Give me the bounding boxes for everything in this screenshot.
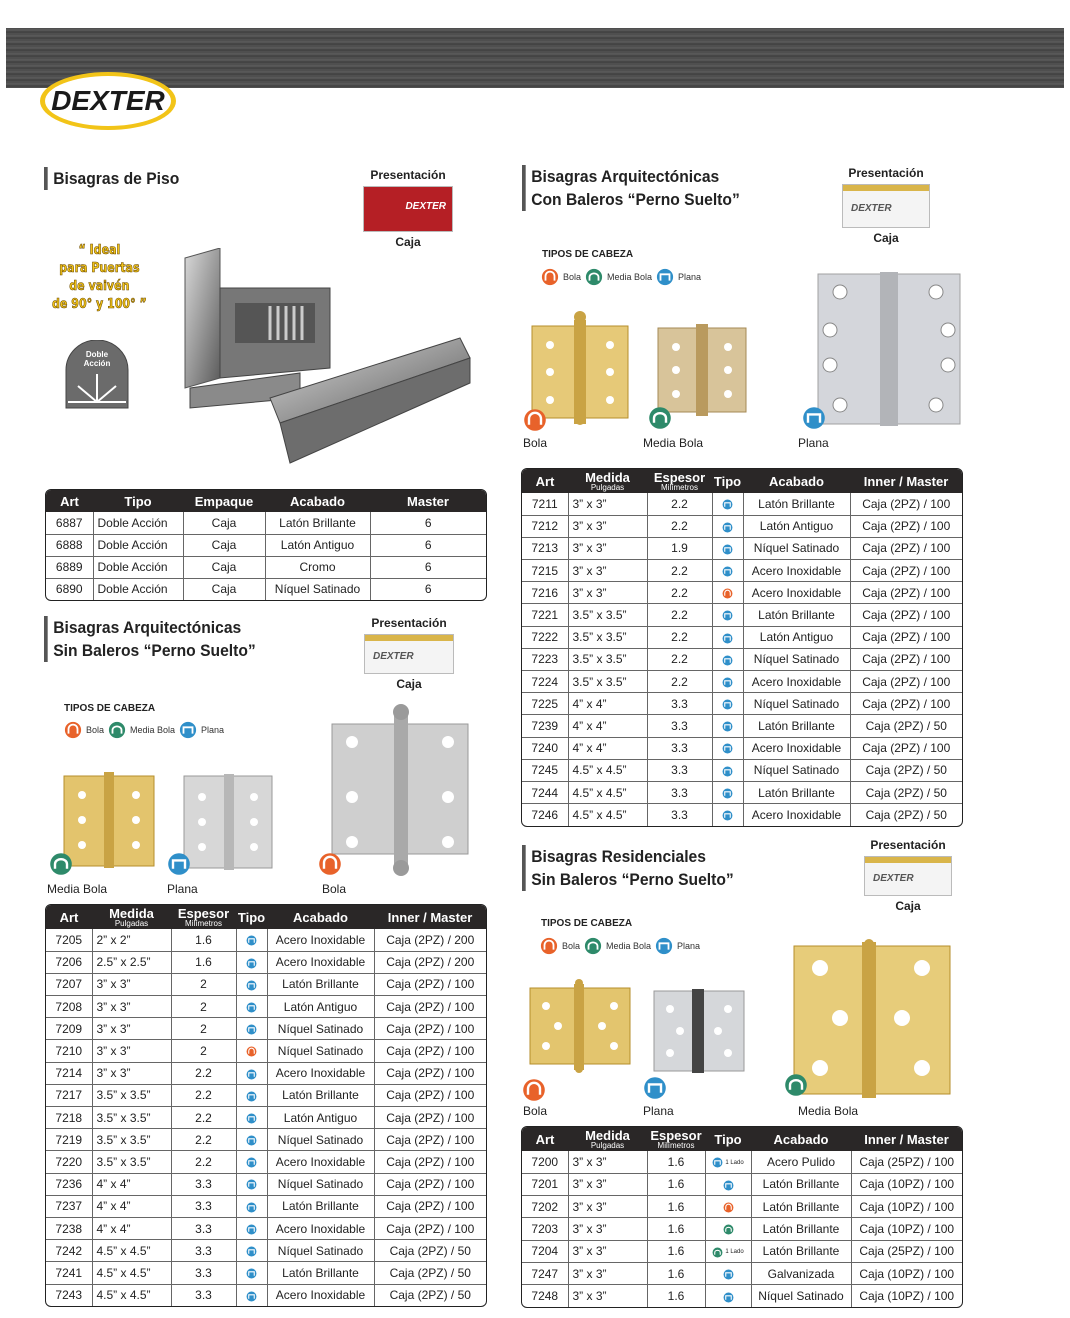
piso-title: Bisagras de Piso bbox=[44, 167, 179, 190]
table-row: 7219 3.5” x 3.5” 2.2 Níquel Satinado Caja (2PZ) / 100 bbox=[46, 1129, 486, 1151]
bola-hinge-image bbox=[528, 978, 632, 1074]
bola-icon bbox=[318, 852, 342, 876]
table-row: 7248 3” x 3” 1.6 Níquel Satinado Caja (10PZ) / 100 bbox=[522, 1285, 962, 1307]
table-row: 7211 3” x 3” 2.2 Latón Brillante Caja (2PZ) / 100 bbox=[522, 493, 962, 515]
table-row: 7214 3” x 3” 2.2 Acero Inoxidable Caja (2PZ) / 100 bbox=[46, 1062, 486, 1084]
bola-icon bbox=[541, 268, 559, 286]
bola-icon bbox=[723, 1202, 734, 1213]
media-bola-hinge-image bbox=[792, 938, 952, 1100]
tipo-cell bbox=[236, 1151, 267, 1173]
plana-icon bbox=[722, 721, 733, 732]
plana-icon bbox=[246, 1135, 257, 1146]
plana-icon bbox=[722, 699, 733, 710]
table-row: 7238 4” x 4” 3.3 Acero Inoxidable Caja (2PZ) / 100 bbox=[46, 1217, 486, 1239]
table-row: 7223 3.5” x 3.5” 2.2 Níquel Satinado Caja (2PZ) / 100 bbox=[522, 648, 962, 670]
tipo-cell bbox=[236, 1040, 267, 1062]
image-label: Plana bbox=[643, 1104, 674, 1118]
table-row: 6890 Doble Acción Caja Níquel Satinado 6 bbox=[46, 578, 486, 600]
media-bola-icon bbox=[49, 852, 73, 876]
plana-icon bbox=[722, 610, 733, 621]
tipo-cell bbox=[712, 626, 743, 648]
sin-baleros-presentation: Presentación DEXTER Caja bbox=[362, 616, 456, 691]
table-row: 7244 4.5” x 4.5” 3.3 Latón Brillante Caja (2PZ) / 50 bbox=[522, 781, 962, 803]
tipo-cell bbox=[705, 1151, 751, 1173]
tipos-legend: Bola Media Bola Plana bbox=[540, 937, 700, 955]
tipo-cell bbox=[712, 737, 743, 759]
tipo-note: 1 Lado bbox=[725, 1159, 744, 1166]
media-bola-hinge-image bbox=[656, 322, 748, 417]
residenciales-title: Bisagras Residenciales Sin Baleros “Perno Suelto” bbox=[522, 845, 734, 891]
tipo-cell bbox=[705, 1218, 751, 1240]
plana-icon bbox=[246, 1179, 257, 1190]
plana-hinge-image bbox=[652, 987, 746, 1075]
tipo-cell bbox=[712, 560, 743, 582]
box-image: DEXTER bbox=[864, 856, 952, 896]
image-label: Plana bbox=[167, 882, 198, 896]
table-row: 6889 Doble Acción Caja Cromo 6 bbox=[46, 556, 486, 578]
dexter-logo bbox=[38, 70, 178, 132]
plana-icon bbox=[723, 1180, 734, 1191]
tipo-cell bbox=[705, 1285, 751, 1307]
image-label: Bola bbox=[523, 1104, 548, 1118]
tipo-cell bbox=[712, 582, 743, 604]
table-row: 7206 2.5” x 2.5” 1.6 Acero Inoxidable Caja (2PZ) / 200 bbox=[46, 951, 486, 973]
plana-icon bbox=[246, 1291, 257, 1302]
svg-text:DEXTER: DEXTER bbox=[51, 85, 165, 116]
tipo-cell bbox=[236, 1262, 267, 1284]
table-row: 7237 4” x 4” 3.3 Latón Brillante Caja (2PZ) / 100 bbox=[46, 1195, 486, 1217]
media-bola-icon bbox=[784, 1073, 808, 1097]
image-label: Plana bbox=[798, 436, 829, 450]
table-row: 7246 4.5” x 4.5” 3.3 Acero Inoxidable Caja (2PZ) / 50 bbox=[522, 804, 962, 826]
plana-icon bbox=[655, 937, 673, 955]
svg-text:Acción: Acción bbox=[83, 359, 111, 368]
table-row: 7225 4” x 4” 3.3 Níquel Satinado Caja (2PZ) / 100 bbox=[522, 693, 962, 715]
con-baleros-title: Bisagras Arquitectónicas Con Baleros “Perno Suelto” bbox=[522, 165, 740, 211]
tipo-cell bbox=[236, 1240, 267, 1262]
plana-icon bbox=[722, 522, 733, 533]
residenciales-presentation: Presentación DEXTER Caja bbox=[862, 838, 954, 913]
image-label: Media Bola bbox=[643, 436, 704, 450]
plana-icon bbox=[246, 1202, 257, 1213]
plana-icon bbox=[246, 1113, 257, 1124]
tipo-cell bbox=[712, 671, 743, 693]
tipos-legend: Bola Media Bola Plana bbox=[64, 721, 224, 739]
tipo-cell bbox=[712, 493, 743, 515]
bola-icon bbox=[540, 937, 558, 955]
media-bola-icon bbox=[648, 406, 672, 430]
plana-icon bbox=[722, 499, 733, 510]
table-row: 7242 4.5” x 4.5” 3.3 Níquel Satinado Caja (2PZ) / 50 bbox=[46, 1240, 486, 1262]
bola-icon bbox=[64, 721, 82, 739]
tipo-cell bbox=[712, 537, 743, 559]
table-row: 7203 3” x 3” 1.6 Latón Brillante Caja (10PZ) / 100 bbox=[522, 1218, 962, 1240]
plana-icon bbox=[722, 810, 733, 821]
tipo-cell bbox=[236, 1129, 267, 1151]
floor-hinge-image bbox=[180, 248, 480, 478]
plana-icon bbox=[246, 980, 257, 991]
sin-baleros-table: Art Medida Pulgadas Espesor Milímetros Tipo Acabado Inner / Master 7205 2” x 2” 1.6 Acero Inoxidable Caja (2PZ) / 200 7206 2.5” x 2.5” 1.6 Acero Inoxidable Caja (2PZ) / 200 7207 3” x 3” 2 Latón Brillante Caja (2PZ) / 100 7208 3” x 3” 2 Latón Antiguo Caja (2PZ) / 100 7209 3” x 3” 2 Níquel Satinado Caja (2PZ) / 100 7210 3” x 3” 2 Níquel Satinado Caja (2PZ) / 100 7214 3” x 3” 2.2 Acero Inoxidable Caja (2PZ) / 100 7217 3.5” x 3.5” 2.2 Latón Brillante Caja (2PZ) / 100 7218 3.5” x 3.5” 2.2 Latón Antiguo Caja (2PZ) / 100 7219 3.5” x 3.5” 2.2 Níquel Satinado Caja (2PZ) / 100 7220 3.5” x 3.5” 2.2 Acero Inoxidable Caja (2PZ) / 100 7236 4” x 4” 3.3 Níquel Satinado Caja (2PZ) / 100 7237 4” x 4” 3.3 Latón Brillante Caja (2PZ) / 100 7238 4” x 4” 3.3 Acero Inoxidable Caja (2PZ) / 100 7242 4.5” x 4.5” 3.3 Níquel Satinado Caja (2PZ) / 50 7241 4.5” x 4.5” 3.3 Latón Brillante Caja (2PZ) / 50 7243 4.5” x 4.5” 3.3 Acero Inoxidable Caja (2PZ) / 50 bbox=[45, 904, 487, 1307]
tipo-cell bbox=[712, 759, 743, 781]
tipos-title: TIPOS DE CABEZA bbox=[64, 703, 156, 714]
plana-icon bbox=[246, 1224, 257, 1235]
table-row: 7243 4.5” x 4.5” 3.3 Acero Inoxidable Caja (2PZ) / 50 bbox=[46, 1284, 486, 1306]
tipo-cell bbox=[712, 804, 743, 826]
tipo-cell bbox=[712, 715, 743, 737]
svg-text:Doble: Doble bbox=[85, 350, 109, 359]
table-row: 7240 4” x 4” 3.3 Acero Inoxidable Caja (2PZ) / 100 bbox=[522, 737, 962, 759]
tipo-cell bbox=[705, 1173, 751, 1195]
table-row: 7210 3” x 3” 2 Níquel Satinado Caja (2PZ) / 100 bbox=[46, 1040, 486, 1062]
tipo-cell bbox=[236, 1173, 267, 1195]
tipo-cell bbox=[236, 1284, 267, 1306]
plana-icon bbox=[722, 743, 733, 754]
sin-baleros-title: Bisagras Arquitectónicas Sin Baleros “Perno Suelto” bbox=[44, 616, 256, 662]
image-label: Media Bola bbox=[47, 882, 108, 896]
table-row: 7205 2” x 2” 1.6 Acero Inoxidable Caja (2PZ) / 200 bbox=[46, 929, 486, 951]
tipo-cell bbox=[712, 781, 743, 803]
plana-icon bbox=[246, 1069, 257, 1080]
plana-icon bbox=[722, 766, 733, 777]
media-bola-hinge-image bbox=[62, 770, 156, 870]
tipo-cell bbox=[236, 1018, 267, 1040]
tipo-cell bbox=[236, 1084, 267, 1106]
plana-icon bbox=[246, 958, 257, 969]
table-row: 7200 3” x 3” 1.6 1 Lado Acero Pulido Caja (25PZ) / 100 bbox=[522, 1151, 962, 1173]
table-row: 7218 3.5” x 3.5” 2.2 Latón Antiguo Caja (2PZ) / 100 bbox=[46, 1107, 486, 1129]
tipo-cell bbox=[236, 1062, 267, 1084]
tipo-cell bbox=[236, 1195, 267, 1217]
plana-icon bbox=[246, 1246, 257, 1257]
box-image: DEXTER bbox=[364, 634, 454, 674]
table-row: 7222 3.5” x 3.5” 2.2 Latón Antiguo Caja (2PZ) / 100 bbox=[522, 626, 962, 648]
plana-icon bbox=[246, 1157, 257, 1168]
presentation-caption: Caja bbox=[395, 235, 421, 249]
table-row: 7207 3” x 3” 2 Latón Brillante Caja (2PZ) / 100 bbox=[46, 973, 486, 995]
bola-icon bbox=[246, 1046, 257, 1057]
box-image: DEXTER bbox=[363, 186, 453, 232]
plana-icon bbox=[246, 1268, 257, 1279]
residenciales-table: Art Medida Pulgadas Espesor Milímetros Tipo Acabado Inner / Master 7200 3” x 3” 1.6 1 Lado Acero Pulido Caja (25PZ) / 100 7201 3” x 3” 1.6 Latón Brillante Caja (10PZ) / 100 7202 3” x 3” 1.6 Latón Brillante Caja (10PZ) / 100 7203 3” x 3” 1.6 Latón Brillante Caja (10PZ) / 100 7204 3” x 3” 1.6 1 Lado Latón Brillante Caja (25PZ) / 100 7247 3” x 3” 1.6 Galvanizada Caja (10PZ) / 100 7248 3” x 3” 1.6 Níquel Satinado Caja (10PZ) / 100 bbox=[521, 1126, 963, 1308]
media-bola-icon bbox=[584, 937, 602, 955]
tipo-cell bbox=[236, 1107, 267, 1129]
piso-presentation bbox=[362, 168, 454, 249]
table-row: 7220 3.5” x 3.5” 2.2 Acero Inoxidable Caja (2PZ) / 100 bbox=[46, 1151, 486, 1173]
plana-icon bbox=[722, 788, 733, 799]
tipo-cell bbox=[712, 693, 743, 715]
table-row: 7247 3” x 3” 1.6 Galvanizada Caja (10PZ) / 100 bbox=[522, 1262, 962, 1284]
media-bola-icon bbox=[108, 721, 126, 739]
table-row: 7212 3” x 3” 2.2 Latón Antiguo Caja (2PZ) / 100 bbox=[522, 515, 962, 537]
table-row: 7236 4” x 4” 3.3 Níquel Satinado Caja (2PZ) / 100 bbox=[46, 1173, 486, 1195]
table-row: 7216 3” x 3” 2.2 Acero Inoxidable Caja (2PZ) / 100 bbox=[522, 582, 962, 604]
table-row: 7241 4.5” x 4.5” 3.3 Latón Brillante Caja (2PZ) / 50 bbox=[46, 1262, 486, 1284]
table-row: 7245 4.5” x 4.5” 3.3 Níquel Satinado Caja (2PZ) / 50 bbox=[522, 759, 962, 781]
tipo-cell bbox=[705, 1262, 751, 1284]
bola-icon bbox=[523, 408, 547, 432]
plana-icon bbox=[246, 935, 257, 946]
tipo-cell bbox=[712, 648, 743, 670]
plana-icon bbox=[802, 406, 826, 430]
plana-icon bbox=[179, 721, 197, 739]
tipo-cell bbox=[236, 996, 267, 1018]
media-bola-icon bbox=[712, 1247, 723, 1258]
image-label: Bola bbox=[322, 882, 347, 896]
plana-icon bbox=[246, 1002, 257, 1013]
plana-hinge-image bbox=[816, 270, 962, 428]
table-row: 7209 3” x 3” 2 Níquel Satinado Caja (2PZ) / 100 bbox=[46, 1018, 486, 1040]
box-image: DEXTER bbox=[842, 184, 930, 228]
tipos-legend: Bola Media Bola Plana bbox=[541, 268, 701, 286]
plana-icon bbox=[723, 1292, 734, 1303]
tipo-cell bbox=[236, 951, 267, 973]
plana-icon bbox=[723, 1269, 734, 1280]
tipo-cell bbox=[705, 1240, 751, 1262]
con-baleros-table: Art Medida Pulgadas Espesor Milímetros Tipo Acabado Inner / Master 7211 3” x 3” 2.2 Latón Brillante Caja (2PZ) / 100 7212 3” x 3” 2.2 Latón Antiguo Caja (2PZ) / 100 7213 3” x 3” 1.9 Níquel Satinado Caja (2PZ) / 100 7215 3” x 3” 2.2 Acero Inoxidable Caja (2PZ) / 100 7216 3” x 3” 2.2 Acero Inoxidable Caja (2PZ) / 100 7221 3.5” x 3.5” 2.2 Latón Brillante Caja (2PZ) / 100 7222 3.5” x 3.5” 2.2 Latón Antiguo Caja (2PZ) / 100 7223 3.5” x 3.5” 2.2 Níquel Satinado Caja (2PZ) / 100 7224 3.5” x 3.5” 2.2 Acero Inoxidable Caja (2PZ) / 100 7225 4” x 4” 3.3 Níquel Satinado Caja (2PZ) / 100 7239 4” x 4” 3.3 Latón Brillante Caja (2PZ) / 50 7240 4” x 4” 3.3 Acero Inoxidable Caja (2PZ) / 100 7245 4.5” x 4.5” 3.3 Níquel Satinado Caja (2PZ) / 50 7244 4.5” x 4.5” 3.3 Latón Brillante Caja (2PZ) / 50 7246 4.5” x 4.5” 3.3 Acero Inoxidable Caja (2PZ) / 50 bbox=[521, 468, 963, 827]
plana-icon bbox=[722, 633, 733, 644]
tipo-cell bbox=[236, 973, 267, 995]
tipos-title: TIPOS DE CABEZA bbox=[541, 918, 633, 929]
table-row: 7239 4” x 4” 3.3 Latón Brillante Caja (2PZ) / 50 bbox=[522, 715, 962, 737]
plana-icon bbox=[656, 268, 674, 286]
plana-icon bbox=[722, 566, 733, 577]
tipo-cell bbox=[712, 515, 743, 537]
table-row: 6888 Doble Acción Caja Latón Antiguo 6 bbox=[46, 534, 486, 556]
table-row: 6887 Doble Acción Caja Latón Brillante 6 bbox=[46, 512, 486, 534]
tipo-cell bbox=[236, 1217, 267, 1239]
plana-icon bbox=[167, 852, 191, 876]
bola-icon bbox=[722, 588, 733, 599]
image-label: Media Bola bbox=[798, 1104, 859, 1118]
table-row: 7213 3” x 3” 1.9 Níquel Satinado Caja (2PZ) / 100 bbox=[522, 537, 962, 559]
table-row: 7221 3.5” x 3.5” 2.2 Latón Brillante Caja (2PZ) / 100 bbox=[522, 604, 962, 626]
plana-icon bbox=[722, 544, 733, 555]
plana-icon bbox=[712, 1157, 723, 1168]
con-baleros-presentation: Presentación DEXTER Caja bbox=[840, 166, 932, 245]
table-row: 7204 3” x 3” 1.6 1 Lado Latón Brillante Caja (25PZ) / 100 bbox=[522, 1240, 962, 1262]
bola-icon bbox=[522, 1078, 546, 1102]
plana-icon bbox=[246, 1091, 257, 1102]
tipo-cell bbox=[236, 929, 267, 951]
plana-hinge-image bbox=[182, 772, 274, 872]
table-row: 7202 3” x 3” 1.6 Latón Brillante Caja (10PZ) / 100 bbox=[522, 1196, 962, 1218]
table-row: 7215 3” x 3” 2.2 Acero Inoxidable Caja (2PZ) / 100 bbox=[522, 560, 962, 582]
image-label: Bola bbox=[523, 436, 548, 450]
tipos-title: TIPOS DE CABEZA bbox=[542, 249, 634, 260]
ideal-callout: “ Ideal para Puertas de vaivén de 90° y 100° ” bbox=[52, 243, 147, 312]
piso-table: Art Tipo Empaque Acabado Master 6887 Doble Acción Caja Latón Brillante 6 6888 Doble Acción Caja Latón Antiguo 6 6889 Doble Acción Caja Cromo 6 6890 Doble Acción Caja Níquel Satinado 6 bbox=[45, 489, 487, 601]
media-bola-icon bbox=[585, 268, 603, 286]
doble-accion-icon bbox=[64, 340, 130, 410]
table-row: 7201 3” x 3” 1.6 Latón Brillante Caja (10PZ) / 100 bbox=[522, 1173, 962, 1195]
plana-icon bbox=[643, 1076, 667, 1100]
tipo-cell bbox=[712, 604, 743, 626]
plana-icon bbox=[722, 677, 733, 688]
tipo-note: 1 Lado bbox=[725, 1249, 744, 1256]
table-row: 7224 3.5” x 3.5” 2.2 Acero Inoxidable Caja (2PZ) / 100 bbox=[522, 671, 962, 693]
table-row: 7217 3.5” x 3.5” 2.2 Latón Brillante Caja (2PZ) / 100 bbox=[46, 1084, 486, 1106]
table-row: 7208 3” x 3” 2 Latón Antiguo Caja (2PZ) / 100 bbox=[46, 996, 486, 1018]
media-bola-icon bbox=[723, 1224, 734, 1235]
presentation-label: Presentación bbox=[370, 168, 446, 182]
bola-hinge-image bbox=[330, 702, 470, 877]
tipo-cell bbox=[705, 1196, 751, 1218]
plana-icon bbox=[246, 1024, 257, 1035]
plana-icon bbox=[722, 655, 733, 666]
